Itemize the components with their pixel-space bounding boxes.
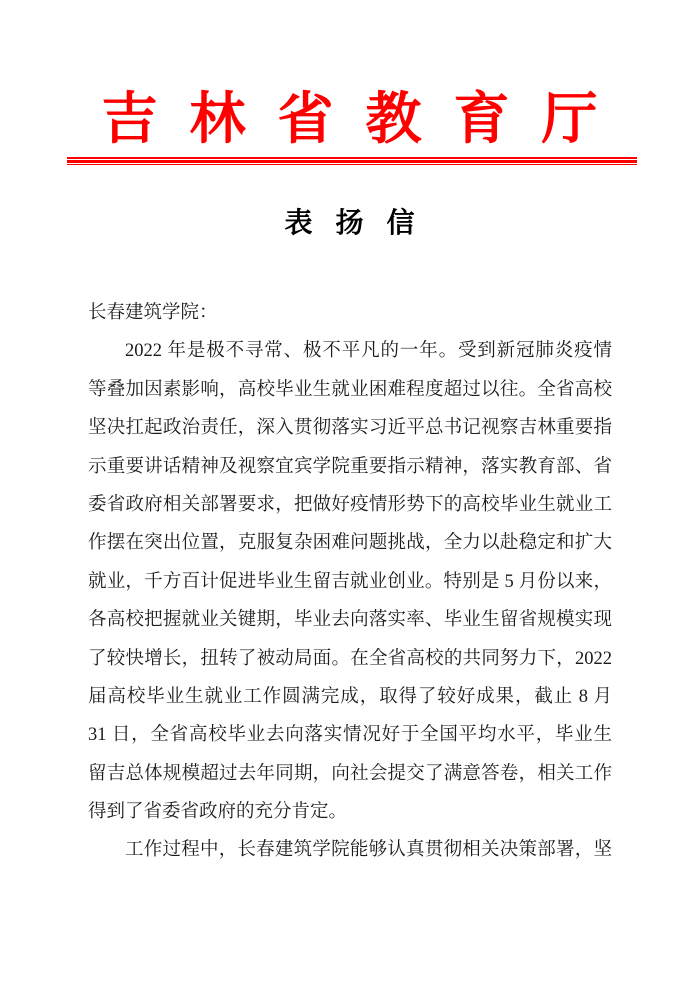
- body-line: 工作过程中，长春建筑学院能够认真贯彻相关决策部署，坚: [125, 840, 612, 861]
- body-line: 示重要讲话精神及视察宜宾学院重要指示精神，落实教育部、省: [88, 456, 612, 477]
- body-line: 31 日，全省高校毕业去向落实情况好于全国平均水平，毕业生: [88, 725, 612, 746]
- body-line: 各高校把握就业关键期，毕业去向落实率、毕业生留省规模实现: [88, 610, 612, 631]
- body-line: 坚决扛起政治责任，深入贯彻落实习近平总书记视察吉林重要指: [88, 418, 612, 439]
- body-line: 长春建筑学院：: [88, 303, 218, 323]
- body-line: 届高校毕业生就业工作圆满完成，取得了较好成果，截止 8 月: [88, 686, 612, 707]
- letterhead-divider: [67, 157, 637, 165]
- body-line: 了较快增长，扭转了被动局面。在全省高校的共同努力下，2022: [88, 648, 612, 669]
- body-line: 作摆在突出位置，克服复杂困难问题挑战，全力以赴稳定和扩大: [88, 533, 612, 554]
- letter-body: [88, 294, 612, 870]
- letterhead-org-name: 吉林省教育厅: [101, 89, 630, 151]
- body-line: 得到了省委省政府的充分肯定。: [88, 802, 348, 823]
- body-line: 2022 年是极不寻常、极不平凡的一年。受到新冠肺炎疫情: [125, 341, 612, 362]
- document-title: 表 扬 信: [284, 208, 423, 239]
- body-line: 就业，千方百计促进毕业生留吉就业创业。特别是 5 月份以来，: [88, 571, 612, 592]
- body-line: 留吉总体规模超过去年同期，向社会提交了满意答卷，相关工作: [88, 763, 612, 784]
- body-line: 委省政府相关部署要求，把做好疫情形势下的高校毕业生就业工: [88, 494, 612, 515]
- body-line: 等叠加因素影响，高校毕业生就业困难程度超过以往。全省高校: [88, 379, 612, 400]
